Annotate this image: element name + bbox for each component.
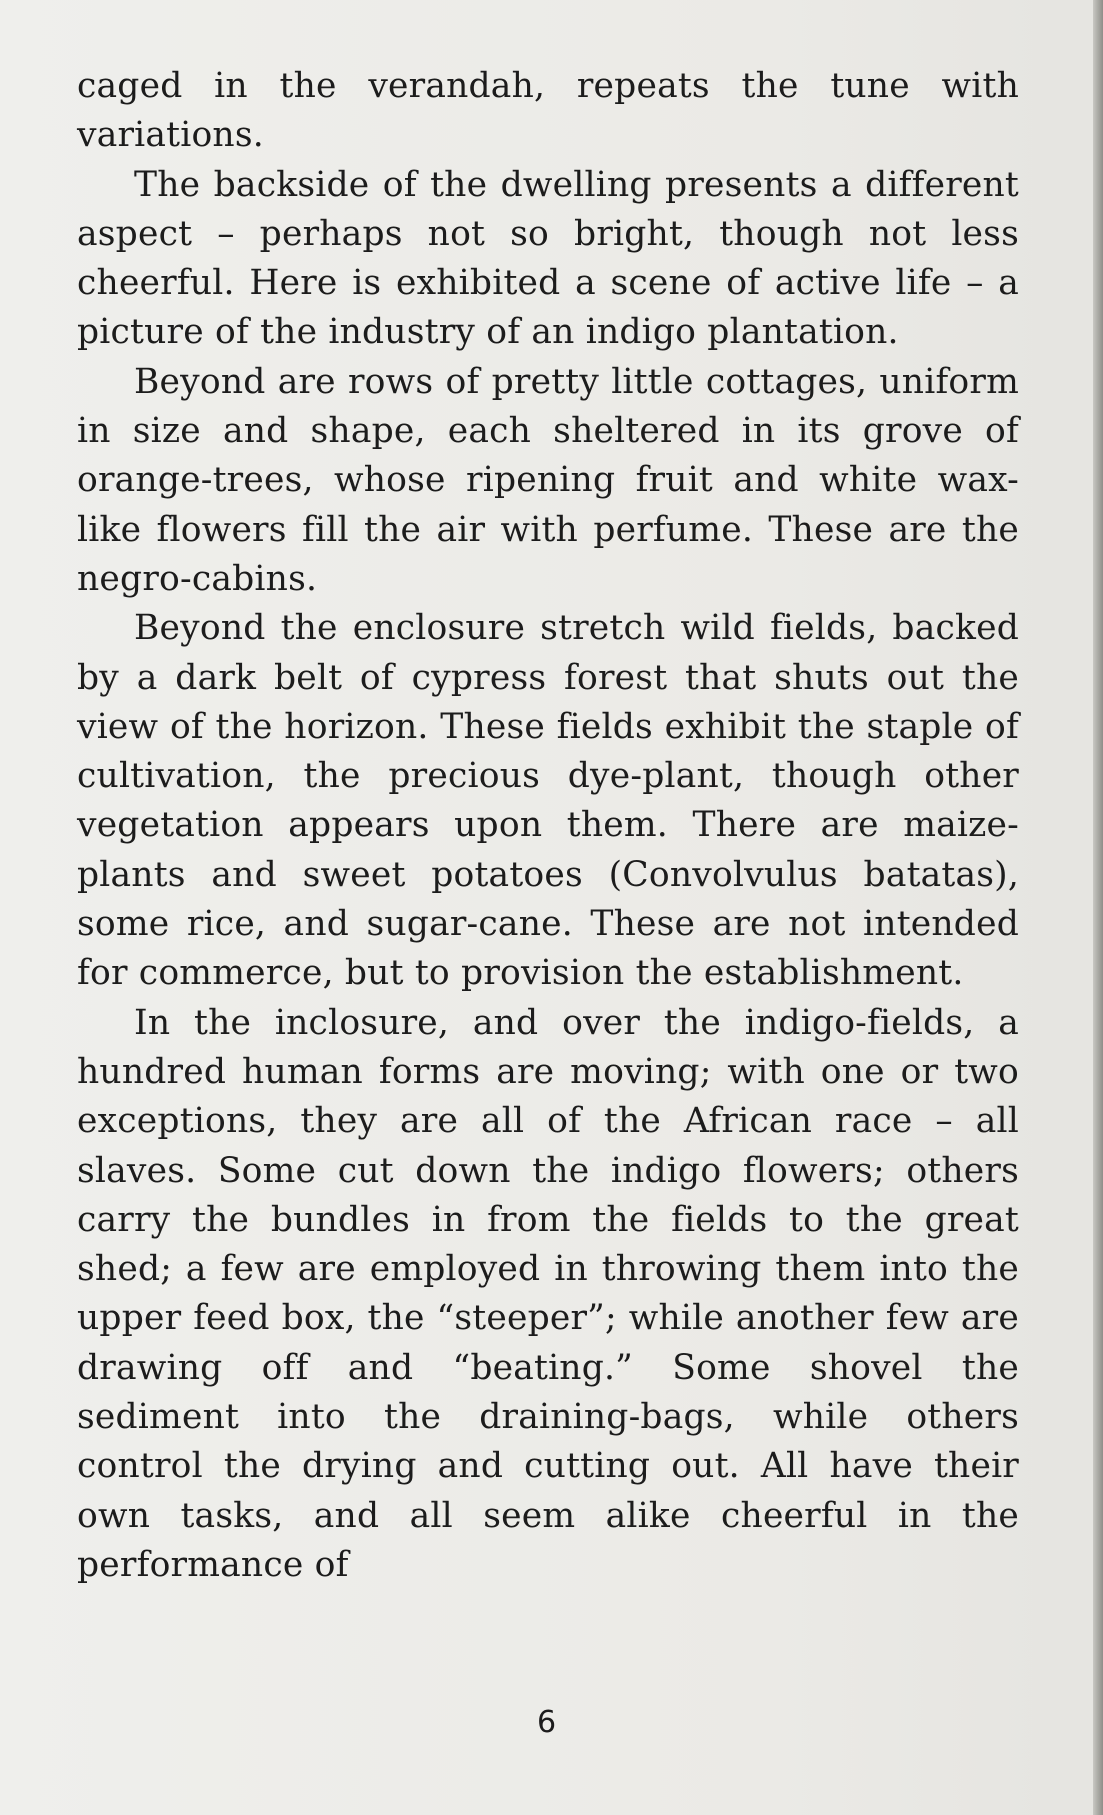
paragraph-fields: Beyond the enclosure stretch wild fields, backed by a dark belt of cypress forest that shuts out the view of the horizon. These fields exhibit the staple of cultivation, the precious dye-plant, though other vegetation appears upon them. There are maize-plants and sweet potatoes (Convolvulus batatas), some rice, and sugar-cane. These are not intended for commerce, but to provision the establishment. <box>77 608 1019 994</box>
paragraph-backside: The backside of the dwelling presents a different aspect – perhaps not so bright, though not less cheerful. Here is exhibited a scene of active life – a picture of the industry of an indigo plantation. <box>77 164 1019 353</box>
body-text <box>77 62 1019 1590</box>
paragraph-continuation: caged in the verandah, repeats the tune with variations. <box>77 66 1019 156</box>
paragraph-inclosure: In the inclosure, and over the indigo-fields, a hundred human forms are moving; with one or two exceptions, they are all of the African race – all slaves. Some cut down the indigo flowers; others carry the bundles in from the fields to the great shed; a few are employed in throwing them into the upper feed box, the “steeper”; while another few are drawing off and “beating.” Some shovel the sediment into the draining-bags, while others control the drying and cutting out. All have their own tasks, and all seem alike cheerful in the performance of <box>77 1002 1019 1585</box>
page-edge-shadow <box>1093 0 1103 1815</box>
page-number: 6 <box>536 1705 557 1740</box>
paragraph-cottages: Beyond are rows of pretty little cottages, uniform in size and shape, each sheltered in its grove of orange-trees, whose ripening fruit and white wax-like flowers fill the air with perfume. These are the negro-cabins. <box>77 361 1019 599</box>
